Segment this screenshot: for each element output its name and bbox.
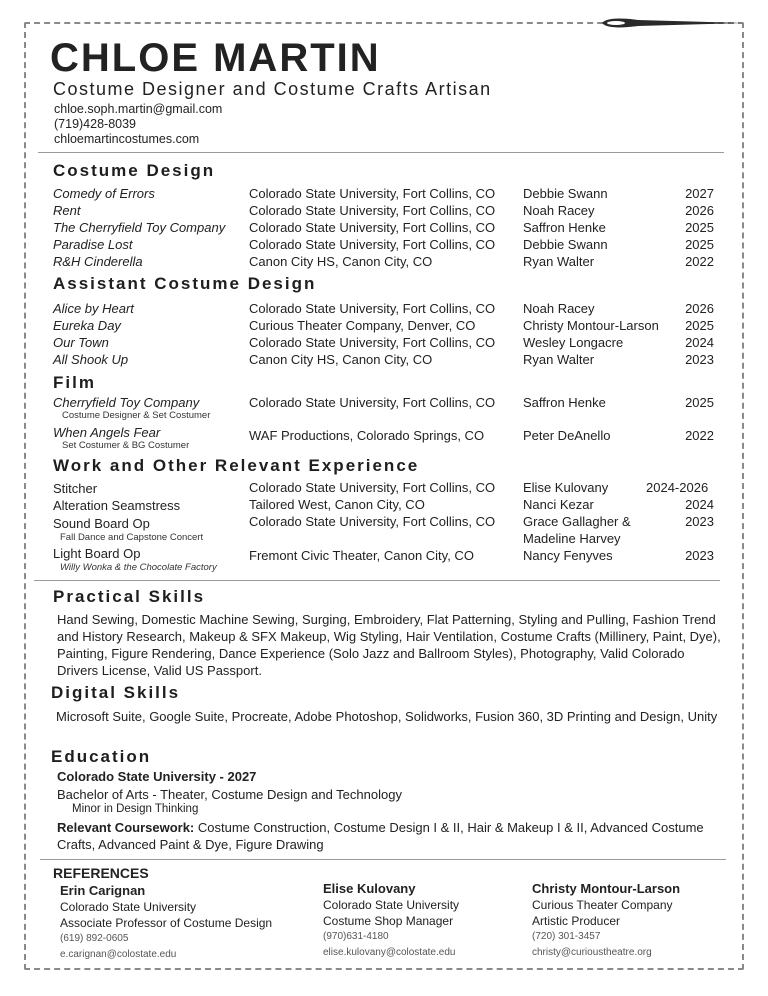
venue: WAF Productions, Colorado Springs, CO — [249, 428, 485, 443]
section-heading-assistant-costume-design: Assistant Costume Design — [53, 274, 317, 293]
venue: Colorado State University, Fort Collins, CO — [249, 335, 496, 350]
reference-title: Costume Shop Manager — [323, 914, 454, 928]
reference-name: Erin Carignan — [60, 883, 146, 898]
reference-phone: (970)631-4180 — [323, 931, 389, 942]
reference-phone: (720) 301-3457 — [532, 931, 601, 942]
section-heading-work-experience: Work and Other Relevant Experience — [53, 456, 420, 475]
show-title: R&H Cinderella — [53, 254, 143, 269]
venue: Canon City HS, Canon City, CO — [249, 352, 433, 367]
reference-title: Artistic Producer — [532, 914, 621, 928]
venue: Fremont Civic Theater, Canon City, CO — [249, 548, 474, 563]
venue: Canon City HS, Canon City, CO — [249, 254, 433, 269]
show-title: Alice by Heart — [53, 301, 134, 316]
divider — [38, 152, 724, 153]
director: Wesley Longacre — [523, 335, 624, 350]
venue: Colorado State University, Fort Collins, CO — [249, 514, 496, 529]
candidate-name: CHLOE MARTIN — [50, 36, 381, 80]
director: Noah Racey — [523, 301, 595, 316]
references-heading: REFERENCES — [53, 865, 149, 881]
role-note: Set Costumer & BG Costumer — [62, 440, 190, 451]
year: 2023 — [685, 352, 714, 367]
year: 2026 — [685, 203, 714, 218]
reference-email[interactable]: e.carignan@colostate.edu — [60, 949, 177, 960]
venue: Colorado State University, Fort Collins, CO — [249, 186, 496, 201]
show-title: Eureka Day — [53, 318, 121, 333]
year: 2026 — [685, 301, 714, 316]
contact: Nanci Kezar — [523, 497, 594, 512]
year: 2024-2026 — [646, 480, 709, 495]
section-heading-film: Film — [53, 373, 96, 392]
year: 2025 — [685, 318, 714, 333]
job-title: Stitcher — [53, 481, 98, 496]
reference-org: Colorado State University — [323, 898, 460, 912]
director: Debbie Swann — [523, 237, 608, 252]
director: Ryan Walter — [523, 254, 595, 269]
sewing-needle-icon — [598, 12, 748, 34]
email-link[interactable]: chloe.soph.martin@gmail.com — [54, 102, 223, 116]
year: 2027 — [685, 186, 714, 201]
phone-number: (719)428-8039 — [54, 117, 137, 131]
school-name: Colorado State University - 2027 — [57, 769, 257, 784]
show-title: The Cherryfield Toy Company — [53, 220, 226, 235]
section-heading-costume-design: Costume Design — [53, 161, 216, 180]
contact: Elise Kulovany — [523, 480, 609, 495]
year: 2025 — [685, 220, 714, 235]
reference-email[interactable]: elise.kulovany@colostate.edu — [323, 947, 456, 958]
show-title: All Shook Up — [53, 352, 129, 367]
contact: Grace Gallagher & — [523, 514, 631, 529]
year: 2023 — [685, 548, 714, 563]
reference-name: Elise Kulovany — [323, 881, 416, 896]
practical-skills-text: Hand Sewing, Domestic Machine Sewing, Surging, Embroidery, Flat Patterning, Styling and Pulling, Fashion Trend and History Research, Makeup & SFX Makeup, Wig Styling, Hair Ventilation, Costume Crafts (Millinery, Paint, Dye), Painting, Figure Rendering, Dance Experience (Solo Jazz and Ballroom Styles), Photography, Valid Colorado Drivers License, Valid US Passport. — [57, 612, 721, 678]
venue: Colorado State University, Fort Collins, CO — [249, 220, 496, 235]
reference-org: Curious Theater Company — [532, 898, 673, 912]
job-note: Fall Dance and Capstone Concert — [60, 532, 204, 543]
venue: Colorado State University, Fort Collins, CO — [249, 237, 496, 252]
contact-continued: Madeline Harvey — [523, 531, 621, 546]
show-title: Paradise Lost — [53, 237, 133, 252]
show-title: Our Town — [53, 335, 109, 350]
minor: Minor in Design Thinking — [72, 803, 199, 815]
job-title: Light Board Op — [53, 546, 141, 561]
reference-phone: (619) 892-0605 — [60, 933, 129, 944]
degree: Bachelor of Arts - Theater, Costume Design and Technology — [57, 787, 402, 802]
year: 2025 — [685, 237, 714, 252]
reference-card — [532, 881, 680, 961]
reference-card — [323, 881, 459, 961]
director: Saffron Henke — [523, 395, 606, 410]
digital-skills-text: Microsoft Suite, Google Suite, Procreate, Adobe Photoshop, Solidworks, Fusion 360, 3D Printing and Design, Unity — [56, 709, 718, 724]
venue: Colorado State University, Fort Collins, CO — [249, 395, 496, 410]
venue: Tailored West, Canon City, CO — [249, 497, 425, 512]
venue: Colorado State University, Fort Collins, CO — [249, 480, 496, 495]
show-title: When Angels Fear — [53, 425, 161, 440]
role-note: Costume Designer & Set Costumer — [62, 410, 211, 421]
venue: Colorado State University, Fort Collins, CO — [249, 203, 496, 218]
show-title: Cherryfield Toy Company — [53, 395, 200, 410]
candidate-title: Costume Designer and Costume Crafts Artisan — [53, 79, 492, 99]
coursework-list: Costume Construction, Costume Design I & II, Hair & Makeup I & II, Advanced Costume Crafts, Advanced Paint & Dye, Figure Drawing — [57, 820, 704, 852]
website-link[interactable]: chloemartincostumes.com — [54, 132, 200, 146]
director: Ryan Walter — [523, 352, 595, 367]
show-title: Rent — [53, 203, 81, 218]
section-heading-practical-skills: Practical Skills — [53, 587, 206, 606]
year: 2024 — [685, 497, 714, 512]
year: 2022 — [685, 254, 714, 269]
director: Noah Racey — [523, 203, 595, 218]
job-note: Willy Wonka & the Chocolate Factory — [60, 562, 217, 573]
job-title: Alteration Seamstress — [53, 498, 181, 513]
reference-email[interactable]: christy@curioustheatre.org — [532, 947, 652, 958]
year: 2023 — [685, 514, 714, 529]
section-heading-digital-skills: Digital Skills — [51, 683, 181, 702]
coursework-label: Relevant Coursework: — [57, 820, 195, 835]
divider — [34, 580, 720, 581]
venue: Colorado State University, Fort Collins, CO — [249, 301, 496, 316]
director: Peter DeAnello — [523, 428, 611, 443]
job-title: Sound Board Op — [53, 516, 150, 531]
venue: Curious Theater Company, Denver, CO — [249, 318, 476, 333]
reference-card — [60, 883, 272, 963]
director: Saffron Henke — [523, 220, 606, 235]
year: 2024 — [685, 335, 714, 350]
reference-org: Colorado State University — [60, 900, 197, 914]
year: 2025 — [685, 395, 714, 410]
year: 2022 — [685, 428, 714, 443]
coursework — [57, 819, 717, 853]
director: Christy Montour-Larson — [523, 318, 659, 333]
contact: Nancy Fenyves — [523, 548, 613, 563]
section-heading-education: Education — [51, 747, 152, 766]
show-title: Comedy of Errors — [53, 186, 155, 201]
divider — [40, 859, 726, 860]
director: Debbie Swann — [523, 186, 608, 201]
reference-name: Christy Montour-Larson — [532, 881, 681, 896]
reference-title: Associate Professor of Costume Design — [60, 916, 273, 930]
